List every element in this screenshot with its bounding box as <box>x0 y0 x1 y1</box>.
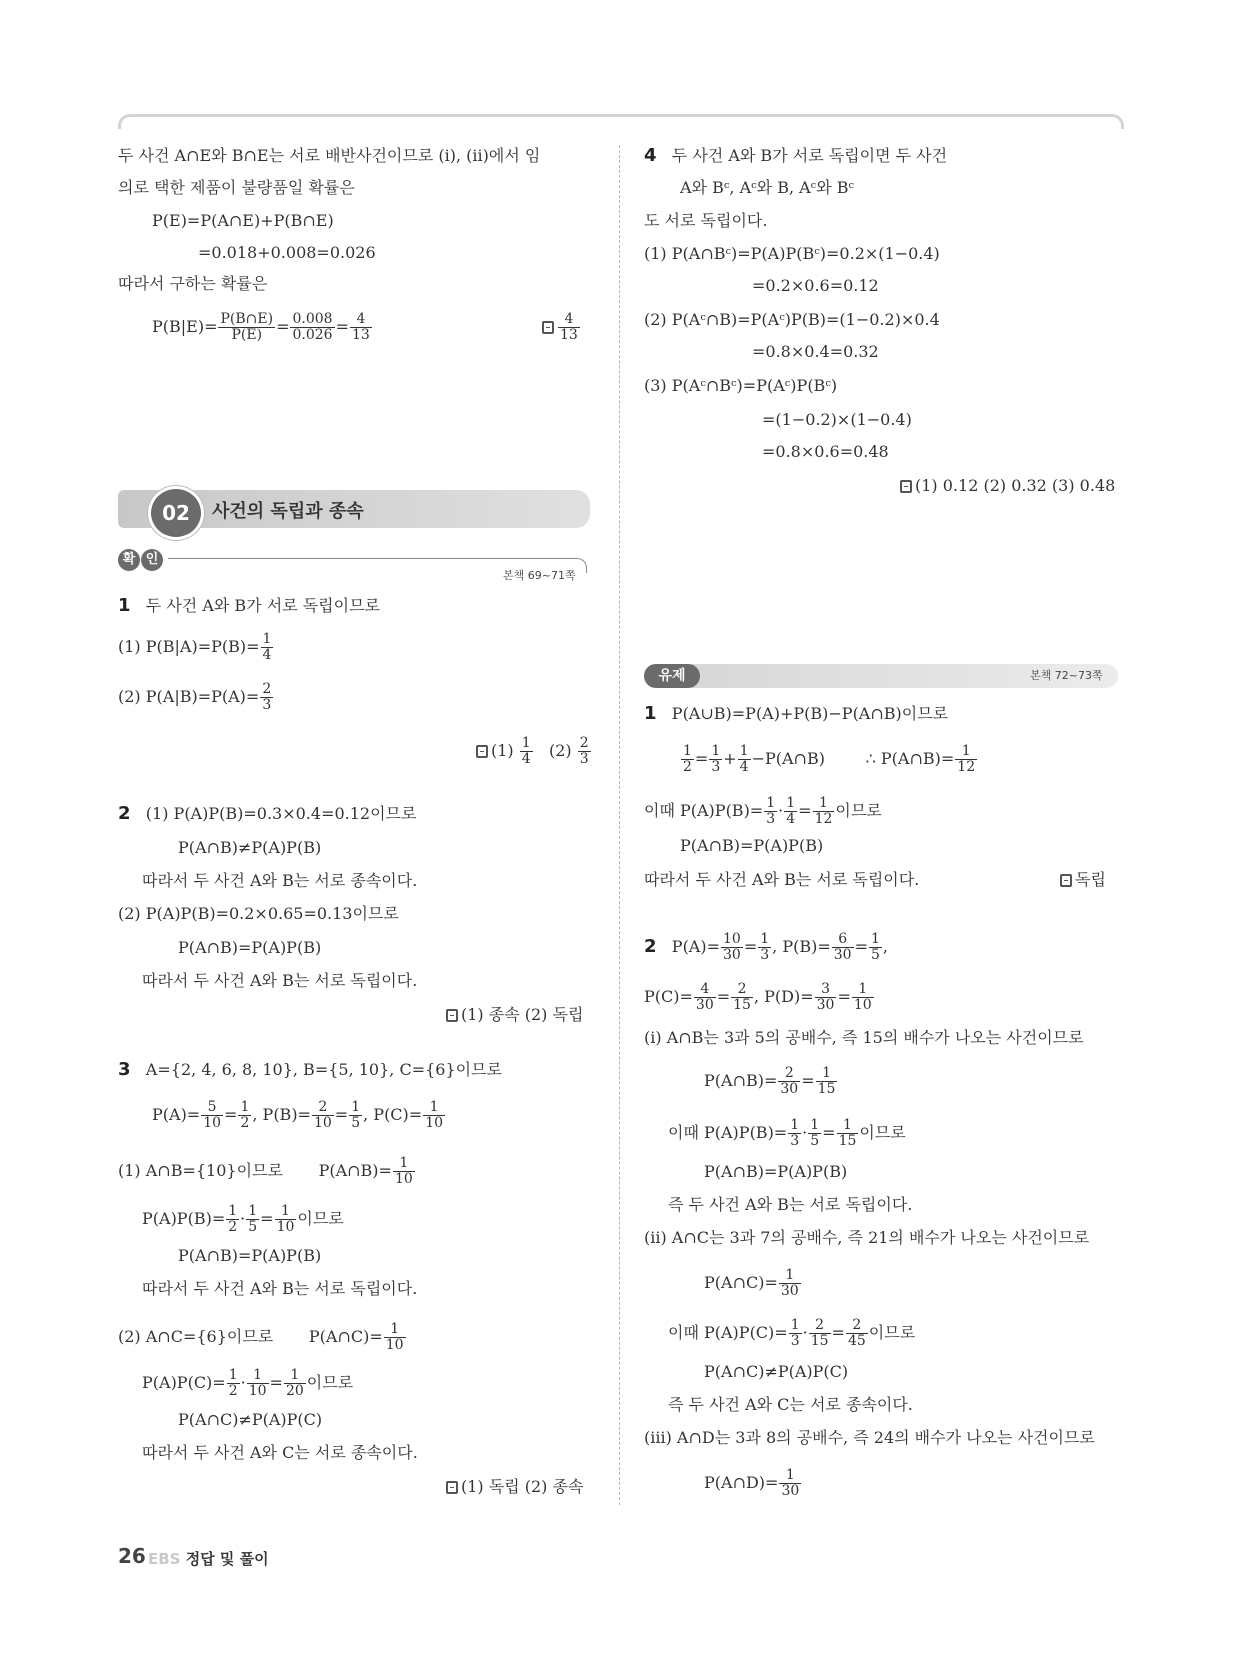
footer-ghost-logo: EBS <box>148 1550 181 1568</box>
cont-line-6: P(B|E)= $\frac{P(B\cap E)}{P(E)}$ = $\frac{0.008}{0.026}$ = $\frac{4}{13}$ <box>152 311 370 343</box>
q3-s1c: P(A)P(B)= $\frac{1}{2}$ · $\frac{1}{5}$ = $\frac{1}{10}$ 이므로 <box>142 1203 344 1235</box>
p2-i3: 이때 P(A)P(B)= $\frac{1}{3}$ · $\frac{1}{5}$ = $\frac{1}{15}$ 이므로 <box>668 1117 906 1149</box>
cont-line-4: =0.018+0.008=0.026 <box>198 243 376 262</box>
q4-l10: =0.8×0.6=0.48 <box>762 442 889 461</box>
q2-l3: 따라서 두 사건 A와 B는 서로 종속이다. <box>142 871 418 890</box>
yuje-page-ref: 본책 72~73쪽 <box>1030 669 1103 682</box>
q3-s1d: P(A∩B)=P(A)P(B) <box>178 1246 322 1265</box>
cont-line-3: P(E)=P(A∩E)+P(B∩E) <box>152 211 334 230</box>
yuje-label: 유제 <box>644 664 700 688</box>
q4-l2: A와 Bᶜ, Aᶜ와 B, Aᶜ와 Bᶜ <box>680 178 855 197</box>
q1-b: (2) P(A|B)=P(A)= $\frac{2}{3}$ <box>118 681 272 713</box>
q3-s2: (2) A∩C={6}이므로 P(A∩C)= $\frac{1}{10}$ <box>118 1321 404 1353</box>
p2-ii2: P(A∩C)= $\frac{1}{30}$ <box>704 1267 799 1299</box>
fraction: $\frac{0.008}{0.026}$ <box>292 311 333 343</box>
fraction: $\frac{4}{13}$ <box>351 311 370 343</box>
check-badge: 확 인 <box>118 548 164 571</box>
p2-iii1: (iii) A∩D는 3과 8의 공배수, 즉 24의 배수가 나오는 사건이므로 <box>644 1428 1095 1447</box>
q2-l4: (2) P(A)P(B)=0.2×0.65=0.13이므로 <box>118 904 399 923</box>
cont-line-6-text: P(B|E)= <box>152 317 218 336</box>
p1-l4: P(A∩B)=P(A)P(B) <box>680 836 824 855</box>
p2-ii1: (ii) A∩C는 3과 7의 공배수, 즉 21의 배수가 나오는 사건이므로 <box>644 1228 1090 1247</box>
q2-l1: 2 (1) P(A)P(B)=0.3×0.4=0.12이므로 <box>118 803 417 824</box>
q2-l6: 따라서 두 사건 A와 B는 서로 독립이다. <box>142 971 418 990</box>
q4-l6: (2) P(Aᶜ∩B)=P(Aᶜ)P(B)=(1−0.2)×0.4 <box>644 310 940 329</box>
p2-i5: 즉 두 사건 A와 B는 서로 독립이다. <box>668 1195 913 1214</box>
p1-l3: 이때 P(A)P(B)= $\frac{1}{3}$ · $\frac{1}{4}$ = $\frac{1}{12}$ 이므로 <box>644 795 882 827</box>
q3-s2c: P(A)P(C)= $\frac{1}{2}$ · $\frac{1}{10}$ = $\frac{1}{20}$ 이므로 <box>142 1367 354 1399</box>
p1-l5: 따라서 두 사건 A와 B는 서로 독립이다. <box>644 870 920 889</box>
q3-s1e: 따라서 두 사건 A와 B는 서로 독립이다. <box>142 1279 418 1298</box>
page-number: 26 <box>118 1544 146 1568</box>
p1-l1: 1 P(A∪B)=P(A)+P(B)−P(A∩B)이므로 <box>644 703 949 724</box>
answer-icon <box>542 321 554 334</box>
p2-i2: P(A∩B)= $\frac{2}{30}$ = $\frac{1}{15}$ <box>704 1065 836 1097</box>
answer-icon <box>1060 874 1072 887</box>
q4-l8: (3) P(Aᶜ∩Bᶜ)=P(Aᶜ)P(Bᶜ) <box>644 376 838 395</box>
q4-l5: =0.2×0.6=0.12 <box>752 276 879 295</box>
q2-l5: P(A∩B)=P(A)P(B) <box>178 938 322 957</box>
q4-l4: (1) P(A∩Bᶜ)=P(A)P(Bᶜ)=0.2×(1−0.4) <box>644 244 940 263</box>
q1-a: (1) P(B|A)=P(B)= $\frac{1}{4}$ <box>118 631 272 663</box>
fraction: $\frac{P(B\cap E)}{P(E)}$ <box>220 311 274 343</box>
q3-s2d: P(A∩C)≠P(A)P(C) <box>178 1410 323 1429</box>
q1-answer: (1) $\frac{1}{4}$ (2) $\frac{2}{3}$ <box>476 736 592 767</box>
cont-line-1: 두 사건 A∩E와 B∩E는 서로 배반사건이므로 (i), (ii)에서 임 <box>118 146 541 165</box>
q4-l3: 도 서로 독립이다. <box>644 211 768 230</box>
q3-l1: 3 A={2, 4, 6, 8, 10}, B={5, 10}, C={6}이므로 <box>118 1059 503 1080</box>
q3-s2e: 따라서 두 사건 A와 C는 서로 종속이다. <box>142 1443 418 1462</box>
q2-answer: (1) 종속 (2) 독립 <box>446 1005 583 1025</box>
p2-l2: P(C)= $\frac{4}{30}$ = $\frac{2}{15}$ , P(D)= $\frac{3}{30}$ = $\frac{1}{10}$ <box>644 981 872 1013</box>
p2-l1: 2 P(A)= $\frac{10}{30}$ = $\frac{1}{3}$ , P(B)= $\frac{6}{30}$ = $\frac{1}{5}$ , <box>644 931 889 963</box>
cont-line-5: 따라서 구하는 확률은 <box>118 274 268 293</box>
answer-icon <box>476 745 488 758</box>
p2-ii3: 이때 P(A)P(C)= $\frac{1}{3}$ · $\frac{2}{15}$ = $\frac{2}{45}$ 이므로 <box>668 1317 916 1349</box>
q4-l9: =(1−0.2)×(1−0.4) <box>762 410 912 429</box>
p2-iii2: P(A∩D)= $\frac{1}{30}$ <box>704 1467 800 1499</box>
answer-icon <box>446 1009 458 1022</box>
section-title: 사건의 독립과 종속 <box>212 501 364 522</box>
q3-answer: (1) 독립 (2) 종속 <box>446 1477 583 1497</box>
q4-answer: (1) 0.12 (2) 0.32 (3) 0.48 <box>900 476 1115 496</box>
q3-probs: P(A)= $\frac{5}{10}$ = $\frac{1}{2}$ , P(B)= $\frac{2}{10}$ = $\frac{1}{5}$ , P(C)= $\frac{1}{10}$ <box>152 1099 444 1131</box>
answer-icon <box>446 1481 458 1494</box>
q4-l1: 4 두 사건 A와 B가 서로 독립이면 두 사건 <box>644 145 948 166</box>
q1: 1 두 사건 A와 B가 서로 독립이므로 <box>118 595 381 616</box>
check-page-ref: 본책 69~71쪽 <box>503 569 576 582</box>
answer-icon <box>900 480 912 493</box>
footer-label: EBS 정답 및 풀이 <box>148 1550 269 1568</box>
p1-answer: 독립 <box>1060 870 1106 890</box>
q4-l7: =0.8×0.4=0.32 <box>752 342 879 361</box>
question-number: 1 <box>118 595 131 616</box>
p1-l2: $\frac{1}{2}$ = $\frac{1}{3}$ + $\frac{1}{4}$ −P(A∩B) ∴ P(A∩B)= $\frac{1}{12}$ <box>683 743 976 775</box>
p2-ii4: P(A∩C)≠P(A)P(C) <box>704 1362 849 1381</box>
p2-i4: P(A∩B)=P(A)P(B) <box>704 1162 848 1181</box>
cont-line-2: 의로 택한 제품이 불량품일 확률은 <box>118 178 355 197</box>
p2-ii5: 즉 두 사건 A와 C는 서로 종속이다. <box>668 1395 913 1414</box>
q3-s1: (1) A∩B={10}이므로 P(A∩B)= $\frac{1}{10}$ <box>118 1155 413 1187</box>
section-number: 02 <box>148 486 204 540</box>
page-top-frame <box>118 114 1124 129</box>
p2-i1: (i) A∩B는 3과 5의 공배수, 즉 15의 배수가 나오는 사건이므로 <box>644 1028 1084 1047</box>
column-divider <box>619 145 620 1505</box>
cont-answer: $\frac{4}{13}$ <box>542 312 581 343</box>
q2-l2: P(A∩B)≠P(A)P(B) <box>178 838 322 857</box>
